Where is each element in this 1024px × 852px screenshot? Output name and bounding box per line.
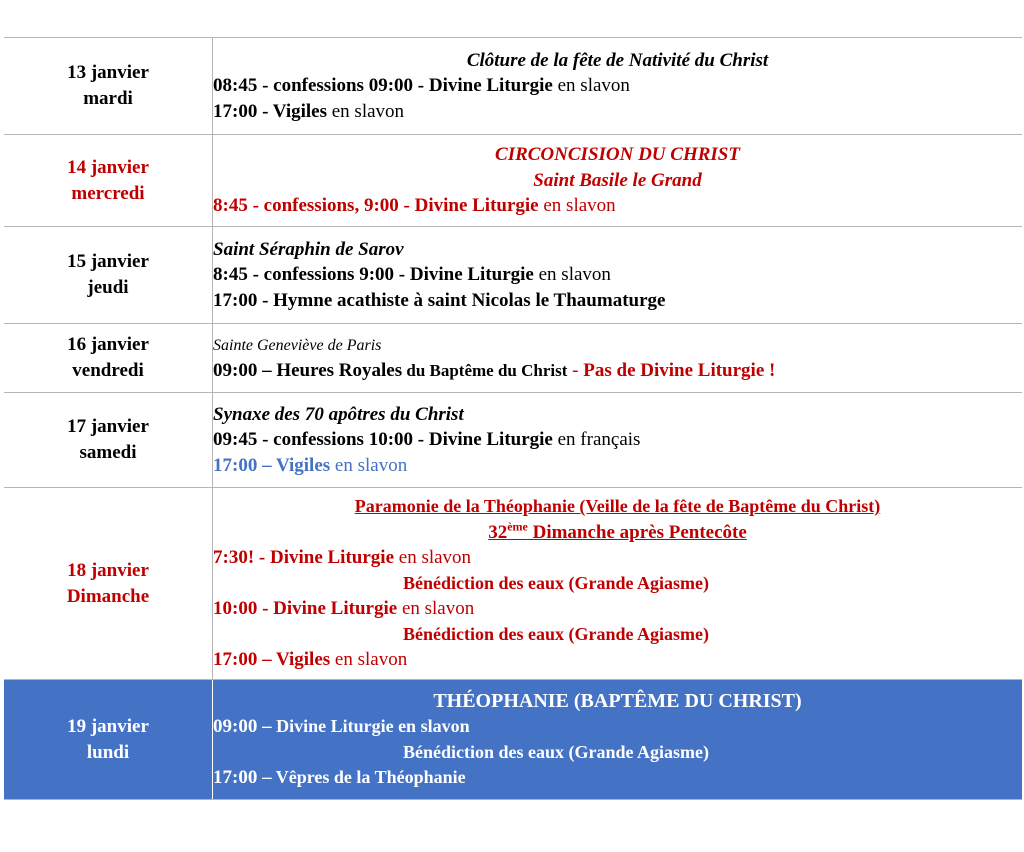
service-line: 09:00 – Divine Liturgie en slavon — [213, 716, 470, 737]
date: 13 janvier — [67, 62, 149, 83]
services-cell — [213, 135, 1023, 227]
services-cell — [213, 488, 1023, 680]
service-line: 17:00 – Vêpres de la Théophanie — [213, 767, 466, 788]
weekday: jeudi — [87, 277, 129, 298]
schedule-row — [4, 680, 1022, 800]
date: 19 janvier — [67, 715, 149, 737]
feast-title: Sainte Geneviève de Paris — [213, 336, 382, 354]
feast-title: Paramonie de la Théophanie (Veille de la fête de Baptême du Christ) — [354, 496, 881, 517]
feast-subtitle: 32ème Dimanche après Pentecôte — [488, 519, 747, 543]
date-cell — [4, 135, 213, 227]
schedule-row — [4, 324, 1022, 393]
weekday: mardi — [83, 88, 133, 109]
schedule-row — [4, 393, 1022, 488]
services-cell — [213, 227, 1023, 324]
feast-subtitle: Saint Basile le Grand — [533, 169, 702, 191]
service-line: 09:00 – Heures Royales du Baptême du Christ - Pas de Divine Liturgie ! — [213, 360, 776, 381]
date-cell — [4, 38, 213, 135]
feast-title: CIRCONCISION DU CHRIST — [495, 144, 740, 166]
feast-title: Clôture de la fête de Nativité du Christ — [466, 49, 769, 71]
schedule-row — [4, 488, 1022, 680]
service-line: 17:00 – Vigiles en slavon — [213, 649, 408, 671]
date-cell — [4, 324, 213, 393]
weekday: vendredi — [72, 360, 144, 381]
blessing-line: Bénédiction des eaux (Grande Agiasme) — [403, 572, 709, 593]
service-line: 8:45 - confessions, 9:00 - Divine Liturgie en slavon — [213, 195, 616, 217]
service-line: 08:45 - confessions 09:00 - Divine Liturgie en slavon — [213, 75, 630, 97]
blessing-line: Bénédiction des eaux (Grande Agiasme) — [403, 623, 709, 644]
weekday: mercredi — [71, 182, 145, 204]
date-cell — [4, 488, 213, 680]
feast-title: Synaxe des 70 apôtres du Christ — [213, 403, 464, 425]
service-line: 8:45 - confessions 9:00 - Divine Liturgie en slavon — [213, 264, 611, 286]
service-line: 17:00 - Vigiles en slavon — [213, 100, 405, 122]
service-line: 7:30! - Divine Liturgie en slavon — [213, 547, 472, 569]
feast-title: THÉOPHANIE (BAPTÊME DU CHRIST) — [433, 689, 802, 712]
services-cell — [213, 324, 1023, 393]
date: 14 janvier — [67, 156, 149, 178]
service-line: 17:00 - Hymne acathiste à saint Nicolas le Thaumaturge — [213, 289, 666, 311]
feast-title: Saint Séraphin de Sarov — [213, 238, 404, 260]
date: 16 janvier — [67, 334, 149, 355]
service-line: 09:45 - confessions 10:00 - Divine Liturgie en français — [213, 429, 641, 451]
service-line: 17:00 – Vigiles en slavon — [213, 454, 408, 476]
weekday: lundi — [86, 741, 130, 763]
weekday: samedi — [79, 442, 137, 463]
schedule-row — [4, 38, 1022, 135]
schedule-row — [4, 227, 1022, 324]
service-line: 10:00 - Divine Liturgie en slavon — [213, 598, 475, 620]
date-cell — [4, 393, 213, 488]
weekday: Dimanche — [66, 585, 150, 607]
date: 15 janvier — [67, 251, 149, 272]
schedule-table — [4, 37, 1022, 800]
schedule-row — [4, 135, 1022, 227]
blessing-line: Bénédiction des eaux (Grande Agiasme) — [403, 741, 709, 762]
services-cell — [213, 38, 1023, 135]
date-cell — [4, 680, 213, 800]
date: 18 janvier — [67, 559, 149, 581]
date-cell — [4, 227, 213, 324]
services-cell — [213, 680, 1023, 800]
date: 17 janvier — [67, 416, 149, 437]
services-cell — [213, 393, 1023, 488]
